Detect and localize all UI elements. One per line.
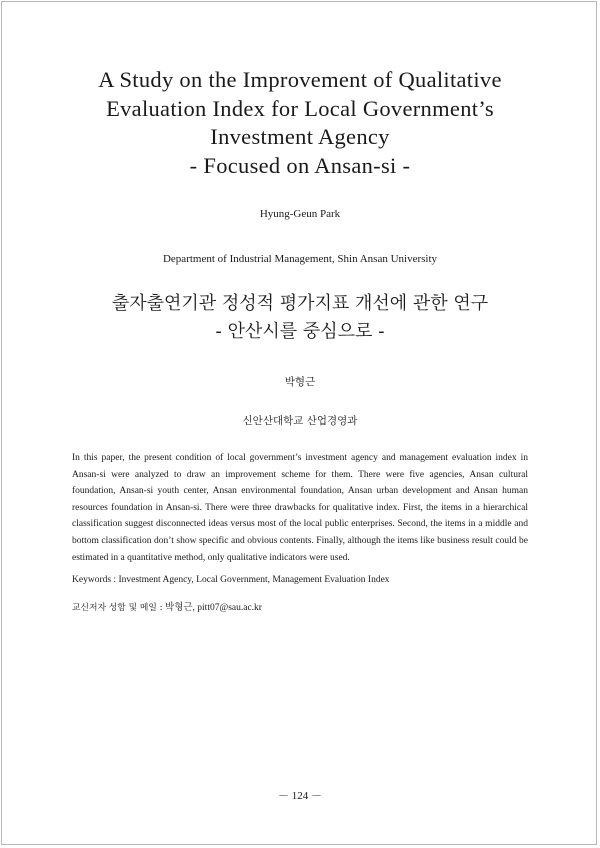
affiliation-korean: 신안산대학교 산업경영과 <box>242 415 358 427</box>
contact-value: 박형근, pitt07@sau.ac.kr <box>165 603 262 613</box>
corresponding-author <box>72 602 528 615</box>
title-line: - 안산시를 중심으로 - <box>215 321 385 342</box>
title-line: 출자출연기관 정성적 평가지표 개선에 관한 연구 <box>111 293 489 314</box>
abstract: In this paper, the present condition of local government’s investment agency and management evaluation index in Ansan-si were analyzed to draw an improvement scheme for them. There were five agencies, Ansan cultural foundation, Ansan-si youth center, Ansan environmental foundation, Ansan urban development and Ansan human resources foundation in Ansan-si. There were three drawbacks for qualitative index. First, the items in a hierarchical classification suggest disconnected ideas versus most of the local public enterprises. Second, the items in a middle and bottom classification don’t show specific and obvious contents. Finally, although the items like business result could be estimated in a quantitative method, only qualitative indicators were used. <box>72 453 528 563</box>
title-line: - Focused on Ansan-si - <box>189 152 411 178</box>
contact-label: 교신저자 성함 및 메일 : <box>72 603 163 613</box>
title-line: Investment Agency <box>210 124 390 149</box>
paper-title-korean <box>40 290 560 346</box>
keywords: Keywords : Investment Agency, Local Government, Management Evaluation Index <box>72 575 390 585</box>
title-line: Evaluation Index for Local Government’s <box>106 95 494 121</box>
paper-title-english <box>40 66 560 180</box>
affiliation-english: Department of Industrial Management, Shin Ansan University <box>162 253 438 265</box>
title-line: A Study on the Improvement of Qualitative <box>98 67 502 92</box>
author-name-korean: 박형근 <box>284 376 316 388</box>
page-number: － 124 － <box>278 790 322 802</box>
author-name-english: Hyung-Geun Park <box>259 208 341 220</box>
